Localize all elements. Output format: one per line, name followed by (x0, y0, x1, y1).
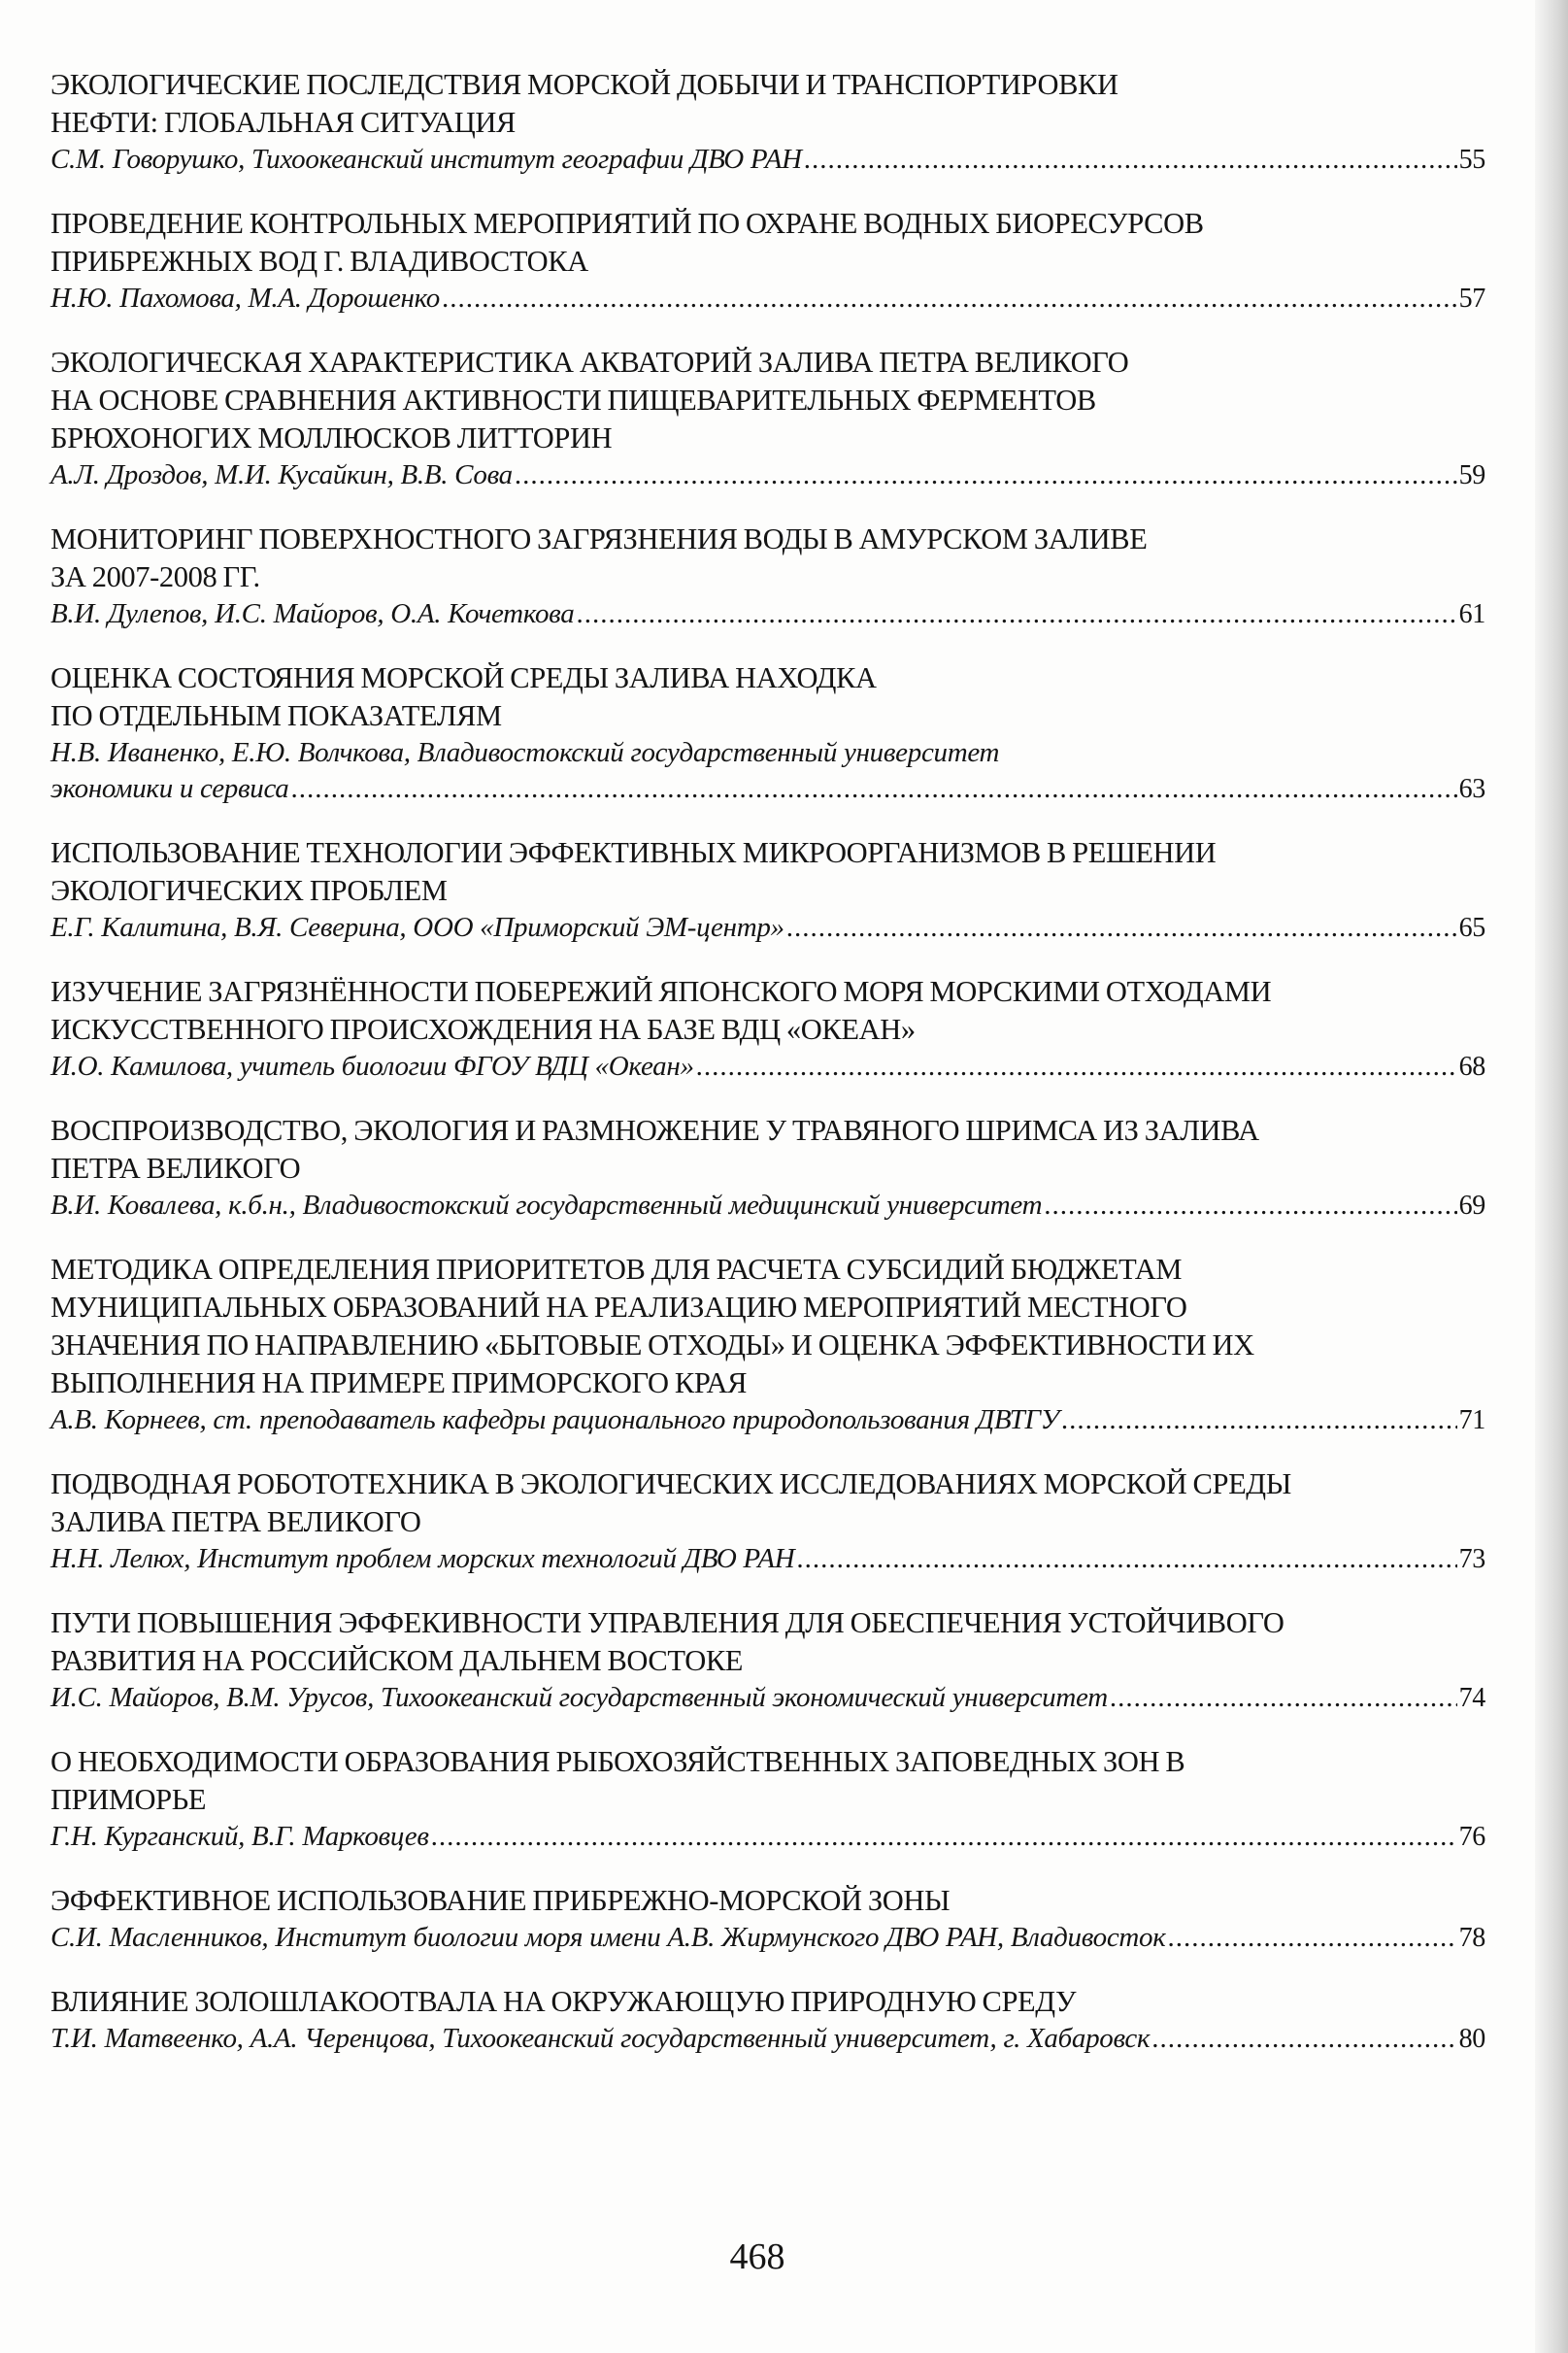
entry-page-number: 65 (1458, 913, 1485, 943)
entry-authors-text: Н.Ю. Пахомова, М.А. Дорошенко (50, 283, 440, 314)
entry-authors (50, 1680, 1485, 1716)
entry-authors-text: Н.Н. Лелюх, Институт проблем морских технологий ДВО РАН (50, 1543, 795, 1574)
entry-title-line: ПУТИ ПОВЫШЕНИЯ ЭФФЕКИВНОСТИ УПРАВЛЕНИЯ ДЛЯ ОБЕСПЕЧЕНИЯ УСТОЙЧИВОГО (50, 1606, 1284, 1639)
toc-entry (50, 1112, 1485, 1224)
entry-title-line: МОНИТОРИНГ ПОВЕРХНОСТНОГО ЗАГРЯЗНЕНИЯ ВОДЫ В АМУРСКОМ ЗАЛИВЕ (50, 522, 1148, 555)
entry-authors-text: И.С. Майоров, В.М. Урусов, Тихоокеанский государственный экономический университет (50, 1682, 1108, 1713)
toc-entry (50, 659, 1485, 807)
page-number: 468 (729, 2236, 785, 2277)
entry-title-line: РАЗВИТИЯ НА РОССИЙСКОМ ДАЛЬНЕМ ВОСТОКЕ (50, 1644, 743, 1677)
entry-leader-line (50, 1049, 1485, 1085)
entry-title-line: НЕФТИ: ГЛОБАЛЬНАЯ СИТУАЦИЯ (50, 106, 516, 139)
entry-title (50, 1465, 1485, 1541)
entry-title (50, 659, 1485, 735)
entry-title-line: ЭКОЛОГИЧЕСКИХ ПРОБЛЕМ (50, 874, 448, 907)
entry-title-line: ВОСПРОИЗВОДСТВО, ЭКОЛОГИЯ И РАЗМНОЖЕНИЕ У ТРАВЯНОГО ШРИМСА ИЗ ЗАЛИВА (50, 1114, 1259, 1147)
dot-leader (290, 771, 1456, 807)
toc-entry (50, 1882, 1485, 1956)
entry-authors-text: экономики и сервиса (50, 773, 289, 804)
entry-leader-line (50, 1819, 1485, 1855)
entry-authors (50, 910, 1485, 946)
toc-entry (50, 1251, 1485, 1438)
entry-title-line: ПРОВЕДЕНИЕ КОНТРОЛЬНЫХ МЕРОПРИЯТИЙ ПО ОХРАНЕ ВОДНЫХ БИОРЕСУРСОВ (50, 207, 1204, 240)
entry-title-line: ИЗУЧЕНИЕ ЗАГРЯЗНЁННОСТИ ПОБЕРЕЖИЙ ЯПОНСКОГО МОРЯ МОРСКИМИ ОТХОДАМИ (50, 975, 1272, 1008)
toc-entry (50, 973, 1485, 1085)
toc-entry (50, 1743, 1485, 1855)
entry-title (50, 1882, 1485, 1920)
entry-title-line: ПОДВОДНАЯ РОБОТОТЕХНИКА В ЭКОЛОГИЧЕСКИХ ИССЛЕДОВАНИЯХ МОРСКОЙ СРЕДЫ (50, 1467, 1291, 1500)
toc-entry (50, 1983, 1485, 2057)
entry-title (50, 66, 1485, 142)
entry-leader-line (50, 910, 1485, 946)
entry-leader-line (50, 1541, 1485, 1577)
entry-page-number: 57 (1458, 284, 1485, 314)
entry-leader-line (50, 596, 1485, 632)
entry-title (50, 344, 1485, 457)
entry-title (50, 1983, 1485, 2021)
entry-authors (50, 1049, 1485, 1085)
entry-title (50, 834, 1485, 910)
dot-leader (786, 910, 1457, 946)
entry-title-line: ИСПОЛЬЗОВАНИЕ ТЕХНОЛОГИИ ЭФФЕКТИВНЫХ МИКРООРГАНИЗМОВ В РЕШЕНИИ (50, 836, 1217, 869)
entry-title (50, 1251, 1485, 1402)
entry-page-number: 61 (1458, 599, 1485, 629)
entry-authors (50, 2021, 1485, 2057)
entry-authors (50, 1541, 1485, 1577)
toc-entry (50, 205, 1485, 317)
entry-authors (50, 596, 1485, 632)
entry-authors-text: А.В. Корнеев, ст. преподаватель кафедры рационального природопользования ДВТГУ (50, 1404, 1059, 1435)
entry-authors (50, 1819, 1485, 1855)
dot-leader (1044, 1188, 1456, 1224)
entry-authors-line: Н.В. Иваненко, Е.Ю. Волчкова, Владивостокский государственный университет (50, 737, 1000, 768)
entry-leader-line (50, 142, 1485, 178)
entry-authors-text: Т.И. Матвеенко, А.А. Черенцова, Тихоокеанский государственный университет, г. Хабаровск (50, 2023, 1151, 2054)
dot-leader (796, 1541, 1456, 1577)
entry-title-line: ПЕТРА ВЕЛИКОГО (50, 1152, 301, 1185)
dot-leader (576, 596, 1456, 632)
entry-title-line: ЗНАЧЕНИЯ ПО НАПРАВЛЕНИЮ «БЫТОВЫЕ ОТХОДЫ» И ОЦЕНКА ЭФФЕКТИВНОСТИ ИХ (50, 1328, 1254, 1361)
entry-title-line: МУНИЦИПАЛЬНЫХ ОБРАЗОВАНИЙ НА РЕАЛИЗАЦИЮ МЕРОПРИЯТИЙ МЕСТНОГО (50, 1291, 1187, 1324)
entry-authors-text: И.О. Камилова, учитель биологии ФГОУ ВДЦ «Океан» (50, 1051, 694, 1082)
entry-title-line: ЭКОЛОГИЧЕСКАЯ ХАРАКТЕРИСТИКА АКВАТОРИЙ ЗАЛИВА ПЕТРА ВЕЛИКОГО (50, 346, 1129, 379)
entry-page-number: 71 (1458, 1405, 1485, 1435)
entry-authors-text: В.И. Ковалева, к.б.н., Владивостокский государственный медицинский университет (50, 1190, 1043, 1221)
entry-title (50, 1743, 1485, 1819)
entry-title-line: ПО ОТДЕЛЬНЫМ ПОКАЗАТЕЛЯМ (50, 699, 502, 732)
dot-leader (1110, 1680, 1457, 1716)
entry-leader-line (50, 281, 1485, 317)
entry-page-number: 74 (1458, 1683, 1485, 1713)
dot-leader (696, 1049, 1457, 1085)
entry-title-line: ВЫПОЛНЕНИЯ НА ПРИМЕРЕ ПРИМОРСКОГО КРАЯ (50, 1366, 748, 1399)
dot-leader (1061, 1402, 1457, 1438)
entry-leader-line (50, 771, 1485, 807)
entry-title (50, 521, 1485, 596)
entry-page-number: 78 (1458, 1923, 1485, 1953)
entry-page-number: 55 (1458, 145, 1485, 175)
entry-authors (50, 1920, 1485, 1956)
entry-authors-text: С.И. Масленников, Институт биологии моря имени А.В. Жирмунского ДВО РАН, Владивосток (50, 1922, 1166, 1953)
entry-title (50, 205, 1485, 281)
dot-leader (442, 281, 1457, 317)
dot-leader (1168, 1920, 1457, 1956)
toc-entry (50, 1465, 1485, 1577)
entry-title-line: ЗА 2007-2008 ГГ. (50, 560, 260, 593)
entry-authors (50, 457, 1485, 493)
entry-authors (50, 142, 1485, 178)
entry-page-number: 63 (1458, 774, 1485, 804)
entry-leader-line (50, 1920, 1485, 1956)
dot-leader (515, 457, 1457, 493)
entry-title-line: ПРИМОРЬЕ (50, 1783, 207, 1816)
scan-page-edge (1535, 0, 1568, 2353)
entry-title-line: БРЮХОНОГИХ МОЛЛЮСКОВ ЛИТТОРИН (50, 421, 613, 454)
entry-title-line: ЗАЛИВА ПЕТРА ВЕЛИКОГО (50, 1505, 421, 1538)
entry-title-line: МЕТОДИКА ОПРЕДЕЛЕНИЯ ПРИОРИТЕТОВ ДЛЯ РАСЧЕТА СУБСИДИЙ БЮДЖЕТАМ (50, 1253, 1183, 1286)
entry-title-line: ПРИБРЕЖНЫХ ВОД Г. ВЛАДИВОСТОКА (50, 245, 588, 278)
entry-authors-text: Е.Г. Калитина, В.Я. Северина, ООО «Приморский ЭМ-центр» (50, 912, 784, 943)
entry-leader-line (50, 1680, 1485, 1716)
entry-authors (50, 1188, 1485, 1224)
entry-title-line: НА ОСНОВЕ СРАВНЕНИЯ АКТИВНОСТИ ПИЩЕВАРИТЕЛЬНЫХ ФЕРМЕНТОВ (50, 384, 1096, 417)
dot-leader (804, 142, 1457, 178)
toc-entry (50, 521, 1485, 632)
entry-page-number: 80 (1458, 2024, 1485, 2054)
entry-authors (50, 735, 1485, 807)
entry-authors (50, 281, 1485, 317)
toc-entry (50, 834, 1485, 946)
entry-page-number: 76 (1458, 1822, 1485, 1852)
entry-title-line: ИСКУССТВЕННОГО ПРОИСХОЖДЕНИЯ НА БАЗЕ ВДЦ «ОКЕАН» (50, 1013, 916, 1046)
toc-entry (50, 1604, 1485, 1716)
entry-authors-text: А.Л. Дроздов, М.И. Кусайкин, В.В. Сова (50, 459, 513, 490)
entry-leader-line (50, 457, 1485, 493)
entry-title (50, 973, 1485, 1049)
dot-leader (1151, 2021, 1456, 2057)
toc-entry (50, 66, 1485, 178)
toc-entry (50, 344, 1485, 493)
entry-authors (50, 1402, 1485, 1438)
entry-leader-line (50, 1402, 1485, 1438)
entry-page-number: 68 (1458, 1052, 1485, 1082)
entry-title (50, 1604, 1485, 1680)
entry-authors-text: Г.Н. Курганский, В.Г. Марковцев (50, 1821, 429, 1852)
table-of-contents (50, 66, 1485, 2084)
entry-page-number: 59 (1458, 460, 1485, 490)
entry-authors-text: С.М. Говорушко, Тихоокеанский институт географии ДВО РАН (50, 144, 802, 175)
entry-title-line: ЭФФЕКТИВНОЕ ИСПОЛЬЗОВАНИЕ ПРИБРЕЖНО-МОРСКОЙ ЗОНЫ (50, 1884, 951, 1917)
entry-page-number: 69 (1458, 1191, 1485, 1221)
entry-title-line: ВЛИЯНИЕ ЗОЛОШЛАКООТВАЛА НА ОКРУЖАЮЩУЮ ПРИРОДНУЮ СРЕДУ (50, 1985, 1077, 2018)
entry-title-line: О НЕОБХОДИМОСТИ ОБРАЗОВАНИЯ РЫБОХОЗЯЙСТВЕННЫХ ЗАПОВЕДНЫХ ЗОН В (50, 1745, 1185, 1778)
entry-title-line: ОЦЕНКА СОСТОЯНИЯ МОРСКОЙ СРЕДЫ ЗАЛИВА НАХОДКА (50, 661, 877, 694)
entry-page-number: 73 (1458, 1544, 1485, 1574)
entry-title (50, 1112, 1485, 1188)
entry-authors-text: В.И. Дулепов, И.С. Майоров, О.А. Кочеткова (50, 598, 575, 629)
entry-leader-line (50, 1188, 1485, 1224)
entry-title-line: ЭКОЛОГИЧЕСКИЕ ПОСЛЕДСТВИЯ МОРСКОЙ ДОБЫЧИ И ТРАНСПОРТИРОВКИ (50, 68, 1118, 101)
dot-leader (431, 1819, 1457, 1855)
entry-leader-line (50, 2021, 1485, 2057)
